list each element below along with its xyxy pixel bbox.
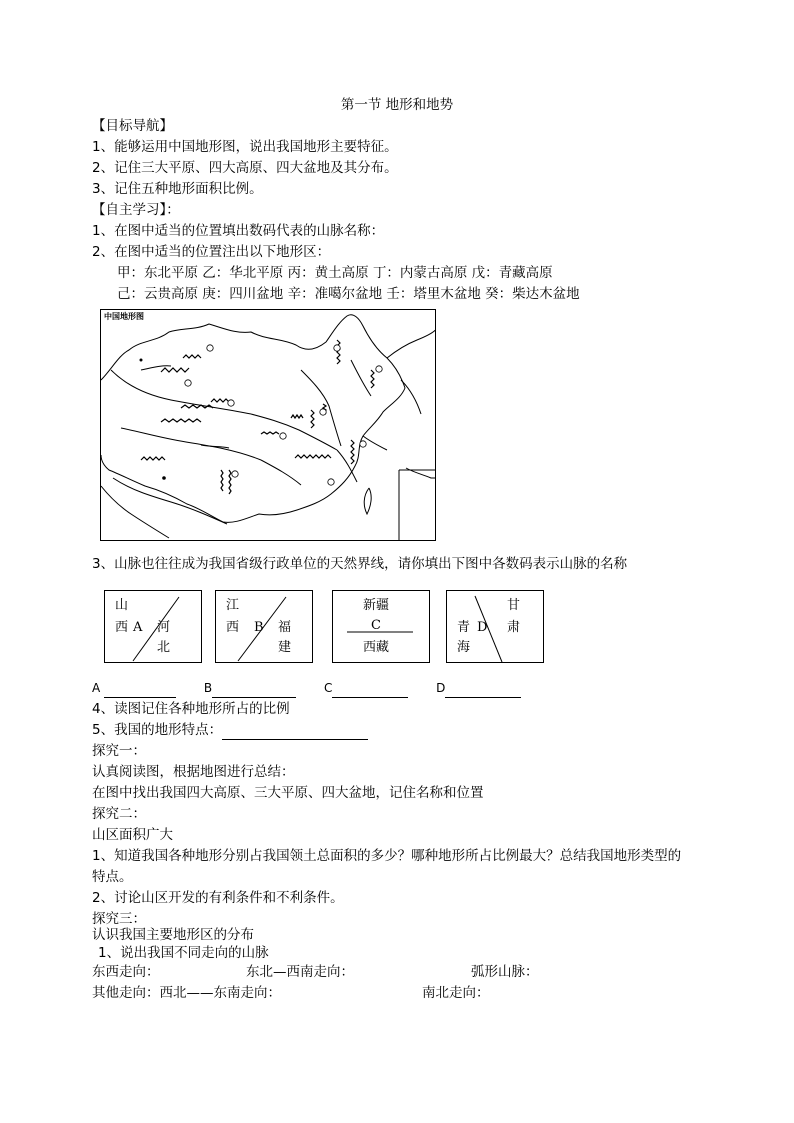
map-title: 中国地形图 xyxy=(104,312,144,321)
self-study-heading: 【自主学习】： xyxy=(92,202,180,218)
goal-item-1: 1、能够运用中国地形图，说出我国地形主要特征。 xyxy=(92,139,398,155)
explore-2-line-4: 2、讨论山区开发的有利条件和不利条件。 xyxy=(92,890,344,906)
province-label: 西藏 xyxy=(363,640,390,655)
question-5-row xyxy=(92,720,368,740)
province-label: 福 xyxy=(278,620,292,635)
province-label: 山 xyxy=(115,598,129,613)
question-2: 2、在图中适当的位置注出以下地形区： xyxy=(92,244,331,260)
mountain-letter-b: B xyxy=(254,620,264,635)
answer-blanks xyxy=(92,678,521,698)
explore-1-heading: 探究一： xyxy=(92,743,146,759)
map-drawing xyxy=(101,310,436,541)
explore-2-line-1: 山区面积广大 xyxy=(92,827,173,843)
explore-2-line-2: 1、知道我国各种地形分别占我国领土总面积的多少？哪种地形所占比例最大？总结我国地形类型的 xyxy=(92,848,682,864)
mountain-letter-a: A xyxy=(133,620,143,635)
answer-c-label: C xyxy=(323,681,333,695)
province-label: 海 xyxy=(457,640,471,655)
goal-item-2: 2、记住三大平原、四大高原、四大盆地及其分布。 xyxy=(92,160,398,176)
province-label: 北 xyxy=(157,640,171,655)
answer-c-blank[interactable] xyxy=(332,683,408,698)
province-label: 青 xyxy=(457,620,471,635)
answer-d-label: D xyxy=(436,681,446,695)
boundary-box-a xyxy=(104,590,202,663)
province-label: 西 xyxy=(115,620,129,635)
other-direction-label: 其他走向：西北——东南走向： xyxy=(92,985,281,1001)
explore-2-line-3: 特点。 xyxy=(92,869,133,885)
arc-mountains-label: 弧形山脉： xyxy=(471,964,539,980)
answer-b-blank[interactable] xyxy=(212,683,296,698)
province-label: 河 xyxy=(157,620,171,635)
explore-1-line-1: 认真阅读图，根据地图进行总结： xyxy=(92,764,295,780)
boundary-box-c xyxy=(332,590,430,663)
east-west-label: 东西走向： xyxy=(92,964,160,980)
question-5: 5、我国的地形特点： xyxy=(92,722,223,738)
explore-2-heading: 探究二： xyxy=(92,806,146,822)
province-label: 肃 xyxy=(507,620,521,635)
china-terrain-map xyxy=(100,309,436,541)
province-label: 新疆 xyxy=(363,598,390,613)
boundary-box-d xyxy=(446,590,544,663)
explore-3-heading: 探究三： xyxy=(92,911,146,927)
mountain-letter-c: C xyxy=(371,618,381,633)
question-3: 3、山脉也往往成为我国省级行政单位的天然界线，请你填出下图中各数码表示山脉的名称 xyxy=(92,556,628,572)
explore-1-line-2: 在图中找出我国四大高原、三大平原、四大盆地，记住名称和位置 xyxy=(92,785,484,801)
question-4: 4、读图记住各种地形所占的比例 xyxy=(92,701,290,717)
north-south-label: 南北走向： xyxy=(422,985,490,1001)
explore-3-line-2: 1、说出我国不同走向的山脉 xyxy=(98,945,269,961)
question-1: 1、在图中适当的位置填出数码代表的山脉名称： xyxy=(92,223,385,239)
mountain-letter-d: D xyxy=(477,620,488,635)
regions-row-2: 己：云贵高原 庚：四川盆地 辛：准噶尔盆地 壬：塔里木盆地 癸：柴达木盆地 xyxy=(117,286,580,302)
regions-row-1: 甲：东北平原 乙：华北平原 丙：黄土高原 丁：内蒙古高原 戊：青藏高原 xyxy=(117,265,553,281)
explore-3-line-1: 认识我国主要地形区的分布 xyxy=(92,927,254,943)
province-label: 甘 xyxy=(507,598,521,613)
northeast-southwest-label: 东北—西南走向： xyxy=(246,964,354,980)
province-label: 江 xyxy=(226,598,240,613)
province-label: 建 xyxy=(278,640,292,655)
answer-a-label: A xyxy=(92,681,101,695)
page-title: 第一节 地形和地势 xyxy=(340,97,454,113)
answer-a-blank[interactable] xyxy=(104,683,176,698)
goals-heading: 【目标导航】 xyxy=(92,118,173,134)
province-label: 西 xyxy=(226,620,240,635)
answer-d-blank[interactable] xyxy=(445,683,521,698)
answer-b-label: B xyxy=(203,681,213,695)
boundary-box-b xyxy=(215,590,313,663)
question-5-blank[interactable] xyxy=(222,725,368,740)
goal-item-3: 3、记住五种地形面积比例。 xyxy=(92,181,263,197)
